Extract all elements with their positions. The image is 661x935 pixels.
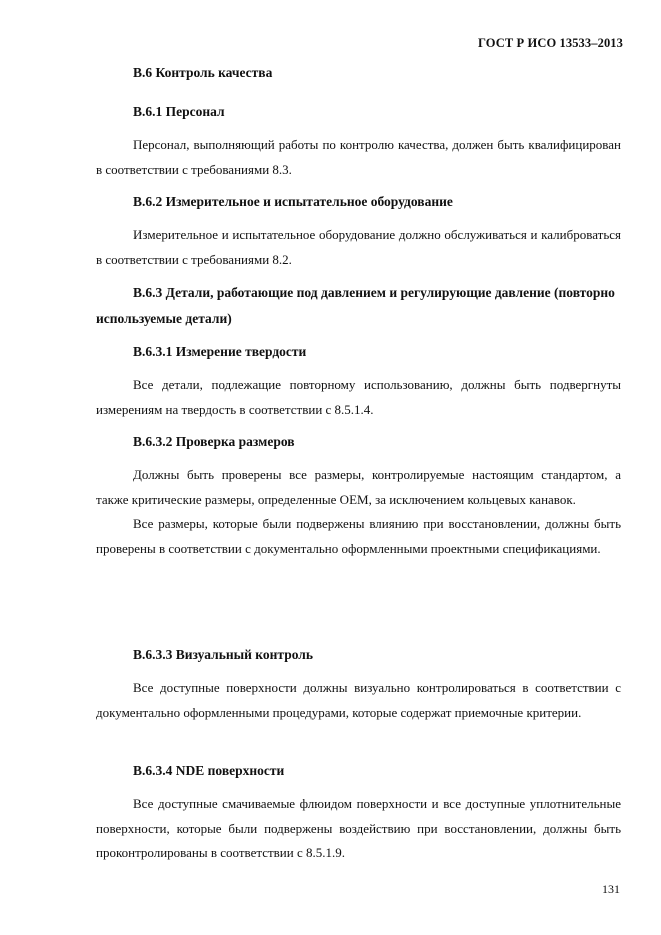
document-standard-header: ГОСТ Р ИСО 13533–2013 (478, 36, 623, 50)
section-heading: В.6 Контроль качества (133, 65, 273, 80)
section-b6-3 (96, 280, 621, 332)
section-b6 (96, 60, 621, 86)
section-b6-3-3-body (96, 676, 621, 725)
section-heading: В.6.2 Измерительное и испытательное оборудование (133, 194, 453, 209)
section-b6-3-2 (96, 429, 621, 455)
section-b6-3-4-body (96, 792, 621, 866)
section-b6-1-body (96, 133, 621, 182)
paragraph: Должны быть проверены все размеры, контролируемые настоящим стандартом, а также критические размеры, определенные OEM, за исключением кольцевых канавок. (96, 467, 621, 507)
section-heading: В.6.3.2 Проверка размеров (133, 434, 295, 449)
paragraph: Все размеры, которые были подвержены влиянию при восстановлении, должны быть проверены в соответствии с документально оформленными проектными спецификациями. (96, 516, 621, 556)
paragraph: Измерительное и испытательное оборудование должно обслуживаться и калиброваться в соответствии с требованиями 8.2. (96, 227, 621, 267)
section-b6-3-1-body (96, 373, 621, 422)
section-heading: В.6.1 Персонал (133, 104, 225, 119)
paragraph: Персонал, выполняющий работы по контролю качества, должен быть квалифицирован в соответствии с требованиями 8.3. (96, 137, 621, 177)
paragraph: Все детали, подлежащие повторному использованию, должны быть подвергнуты измерениям на твердость в соответствии с 8.5.1.4. (96, 377, 621, 417)
section-b6-3-1 (96, 339, 621, 365)
section-b6-2 (96, 189, 621, 215)
page-number: 131 (602, 882, 620, 896)
section-heading: В.6.3.4 NDE поверхности (133, 763, 285, 778)
section-b6-3-4 (96, 758, 621, 784)
section-b6-2-body (96, 223, 621, 272)
section-heading: В.6.3.3 Визуальный контроль (133, 647, 314, 662)
section-b6-3-2-body (96, 463, 621, 561)
section-b6-1 (96, 99, 621, 125)
paragraph: Все доступные смачиваемые флюидом поверхности и все доступные уплотнительные поверхности, которые были подвержены воздействию при восстановлении, должны быть проконтролированы в соответствии с 8.5.1.9. (96, 796, 621, 860)
paragraph: Все доступные поверхности должны визуально контролироваться в соответствии с документально оформленными процедурами, которые содержат приемочные критерии. (96, 680, 621, 720)
section-heading: В.6.3 Детали, работающие под давлением и регулирующие давление (повторно используемые детали) (96, 285, 615, 326)
section-b6-3-3 (96, 642, 621, 668)
section-heading: В.6.3.1 Измерение твердости (133, 344, 307, 359)
